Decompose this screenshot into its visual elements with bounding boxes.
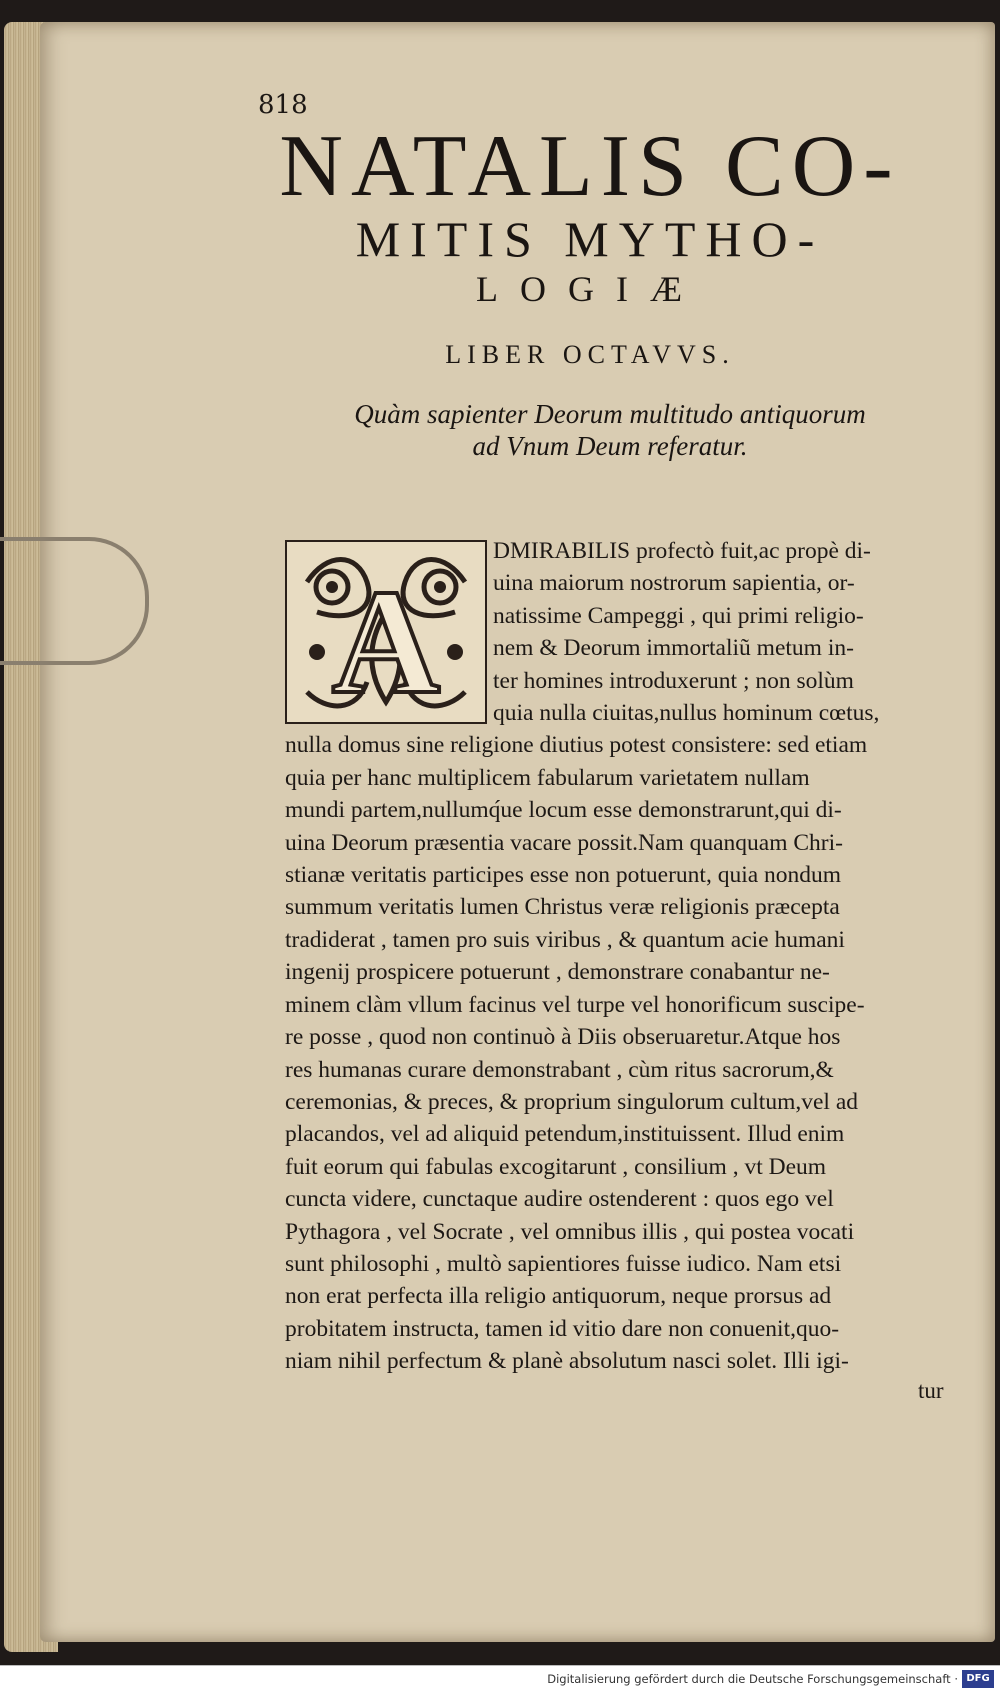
body-line: summum veritatis lumen Christus veræ religionis præcepta xyxy=(285,894,840,921)
page-number: 818 xyxy=(258,90,308,120)
body-line: stianæ veritatis participes esse non potuerunt, quia nondum xyxy=(285,862,842,889)
body-line: nulla domus sine religione diutius potest consistere: sed etiam xyxy=(285,732,868,759)
body-line: quia per hanc multiplicem fabularum varietatem nullam xyxy=(285,764,810,791)
body-line: ingenij prospicere potuerunt , demonstrare conabantur ne- xyxy=(285,959,830,986)
body-line: ter homines introduxerunt ; non solùm xyxy=(493,667,854,694)
title-line-2: MITIS MYTHO- xyxy=(355,211,825,267)
body-line: sunt philosophi , multò sapientiores fuisse iudico. Nam etsi xyxy=(285,1250,842,1277)
body-line: re posse , quod non continuò à Diis obseruaretur.Atque hos xyxy=(285,1024,841,1051)
body-line: niam nihil perfectum & planè absolutum nasci solet. Illi igi- xyxy=(285,1348,849,1375)
body-line: non erat perfecta illa religio antiquorum, neque prorsus ad xyxy=(285,1283,832,1310)
body-text xyxy=(285,535,955,1378)
body-line: minem clàm vllum facinus vel turpe vel honorificum suscipe- xyxy=(285,991,865,1018)
catchword: tur xyxy=(918,1378,944,1403)
body-line: natissime Campeggi , qui primi religio- xyxy=(493,602,864,629)
body-line: DMIRABILIS profectò fuit,ac propè di- xyxy=(493,538,871,564)
body-line: fuit eorum qui fabulas excogitarunt , consilium , vt Deum xyxy=(285,1153,827,1180)
body-line: uina Deorum præsentia vacare possit.Nam quanquam Chri- xyxy=(285,829,843,856)
subtitle-line-1: Quàm sapienter Deorum multitudo antiquorum xyxy=(354,399,866,429)
body-line: uina maiorum nostrorum sapientia, or- xyxy=(493,570,855,597)
body-line: res humanas curare demonstrabant , cùm ritus sacrorum,& xyxy=(285,1056,834,1083)
body-line: nem & Deorum immortaliũ metum in- xyxy=(493,635,854,662)
subtitle-line-2: ad Vnum Deum referatur. xyxy=(472,431,748,461)
footer-credit[interactable]: Digitalisierung gefördert durch die Deutsche Forschungsgemeinschaft · xyxy=(547,1672,958,1686)
chapter-subtitle xyxy=(290,398,930,462)
body-line: cuncta videre, cunctaque audire ostenderent : quos ego vel xyxy=(285,1186,834,1213)
dfg-logo-icon[interactable]: DFG xyxy=(962,1670,994,1688)
body-line: mundi partem,nullumq́ue locum esse demonstrarunt,qui di- xyxy=(285,797,842,824)
title-line-1: NATALIS CO- xyxy=(279,118,901,215)
body-line: quia nulla ciuitas,nullus hominum cœtus, xyxy=(493,700,880,727)
body-line: probitatem instructa, tamen id vitio dare non conuenit,quo- xyxy=(285,1315,840,1342)
body-line: Pythagora , vel Socrate , vel omnibus illis , qui postea vocati xyxy=(285,1218,855,1245)
bookmark-clip xyxy=(0,537,149,665)
body-line: tradiderat , tamen pro suis viribus , & quantum acie humani xyxy=(285,926,845,953)
footer-bar xyxy=(0,1665,1000,1694)
body-line: placandos, vel ad aliquid petendum,instituissent. Illud enim xyxy=(285,1121,845,1148)
title-line-3: LOGIÆ xyxy=(476,269,704,309)
book-heading: LIBER OCTAVVS. xyxy=(445,340,735,369)
body-line: ceremonias, & preces, & proprium singulorum cultum,vel ad xyxy=(285,1088,858,1115)
initial-letter: A xyxy=(331,559,441,722)
